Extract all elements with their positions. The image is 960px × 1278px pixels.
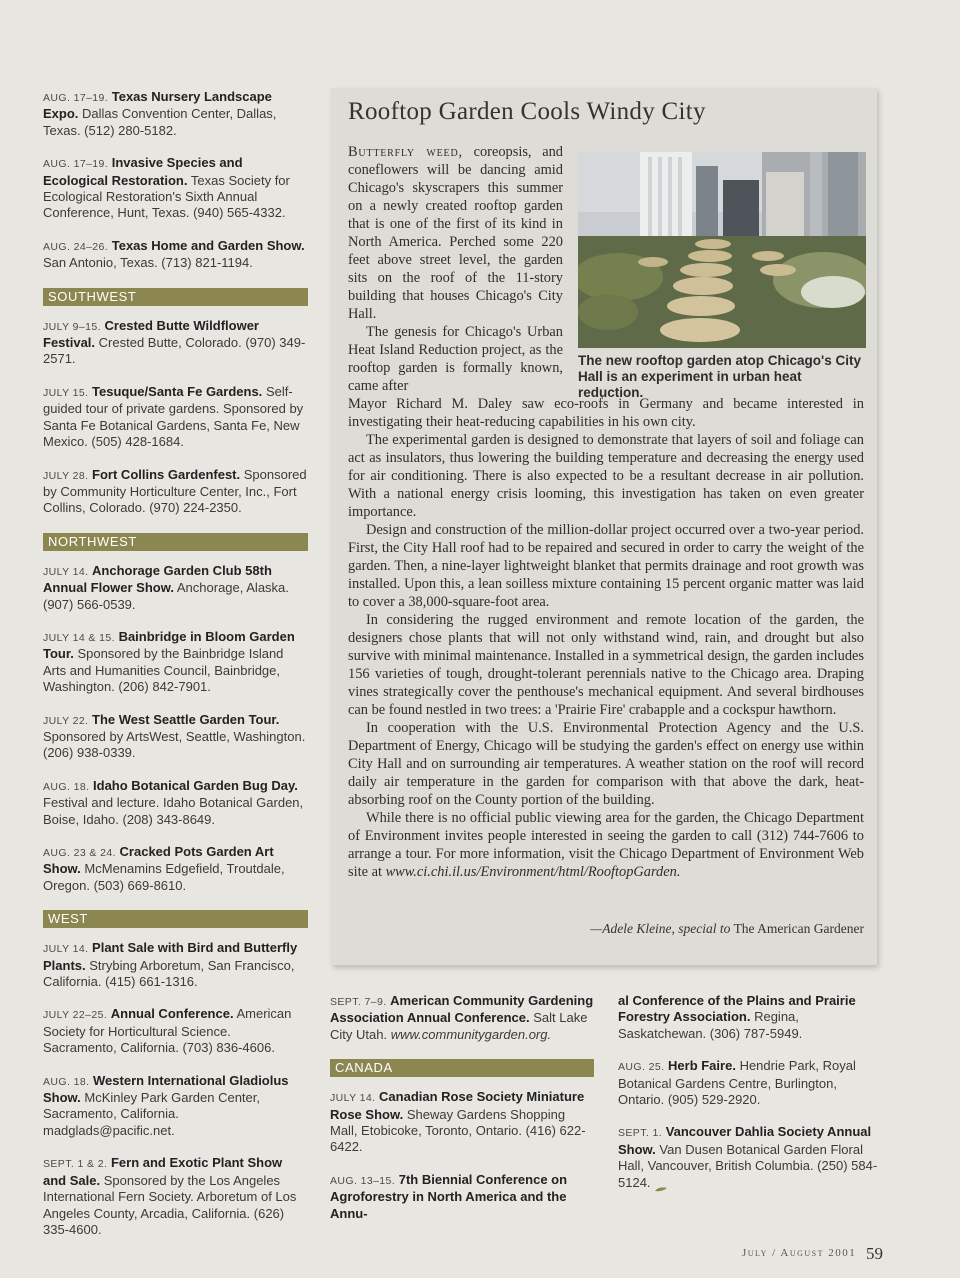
lead-in-caps: Butterfly weed, xyxy=(348,144,463,160)
event-listing: SEPT. 7–9. American Community Gardening Association Annual Conference. Salt Lake City Utah. www.communitygarden.org. xyxy=(330,993,594,1042)
event-listing: SEPT. 1 & 2. Fern and Exotic Plant Show and Sale. Sponsored by the Los Angeles International Fern Society. Arboretum of Los Angeles County, Arcadia, California. (626) 335-4600. xyxy=(43,1155,297,1237)
event-listing: AUG. 24–26. Texas Home and Garden Show. San Antonio, Texas. (713) 821-1194. xyxy=(43,237,305,271)
calendar-middle-column xyxy=(330,993,594,1238)
event-listing: JULY 14. Anchorage Garden Club 58th Annual Flower Show. Anchorage, Alaska. (907) 566-0539. xyxy=(43,562,289,612)
article-body-wrapped xyxy=(348,143,563,395)
photo-caption: The new rooftop garden atop Chicago's City Hall is an experiment in urban heat reduction. xyxy=(578,353,861,400)
event-listing: JULY 9–15. Crested Butte Wildflower Festival. Crested Butte, Colorado. (970) 349-2571. xyxy=(43,317,306,367)
page-number: 59 xyxy=(866,1244,883,1263)
event-listing: JULY 28. Fort Collins Gardenfest. Sponsored by Community Horticulture Center, Inc., Fort Collins, Colorado. (970) 224-2350. xyxy=(43,466,307,516)
event-listing: JULY 14 & 15. Bainbridge in Bloom Garden Tour. Sponsored by the Bainbridge Island Arts and Humanities Council, Bainbridge, Washington. (206) 842-7901. xyxy=(43,628,295,695)
rooftop-garden-illustration xyxy=(578,152,866,348)
website-url[interactable]: www.ci.chi.il.us/Environment/html/RooftopGarden. xyxy=(385,864,681,880)
region-heading-northwest: NORTHWEST xyxy=(43,533,308,551)
event-listing: JULY 22. The West Seattle Garden Tour. Sponsored by ArtsWest, Seattle, Washington. (206) 938-0339. xyxy=(43,711,306,761)
article-paragraph: In considering the rugged environment and remote location of the garden, the designers chose plants that will not only withstand wind, rain, and drought but also survive with minimal maintenance. Installed in a symmetrical design, the garden includes 156 varieties of tough, drought-tolerant perennials native to the Chicago area. Draping vines strategically cover the penthouse's mechanical equipment. And several birdhouses can be found nestled in two trees: a 'Prairie Fire' crabapple and a cockspur hawthorn. xyxy=(348,612,864,718)
article-paragraph: The genesis for Chicago's Urban Heat Island Reduction project, as the rooftop garden is formally known, came after xyxy=(348,324,563,394)
event-listing: JULY 14. Canadian Rose Society Miniature Rose Show. Sheway Gardens Shopping Mall, Etobicoke, Toronto, Ontario. (416) 622-6422. xyxy=(330,1089,586,1155)
issue-folio: July / August 2001 xyxy=(742,1247,857,1259)
article-paragraph: In cooperation with the U.S. Environmental Protection Agency and the U.S. Department of Energy, Chicago will be studying the garden's effect on energy use within City Hall and on surrounding air temperatures. A weather station on the roof will record daily air temperature in the garden for comparison with that above the dark, heat-absorbing roof on the County portion of the building. xyxy=(348,720,864,808)
article-paragraph: Butterfly weed, coreopsis, and coneflowers will be dancing amid Chicago's skyscrapers this summer on a newly created rooftop garden that is one of the first of its kind in North America. Perched some 220 feet above street level, the garden sits on the roof of the 11-story building that houses Chicago's City Hall. xyxy=(348,144,563,322)
event-listing: AUG. 18. Idaho Botanical Garden Bug Day. Festival and lecture. Idaho Botanical Garden, Boise, Idaho. (208) 343-8649. xyxy=(43,777,304,827)
event-listing: AUG. 17–19. Texas Nursery Landscape Expo. Dallas Convention Center, Dallas, Texas. (512) 280-5182. xyxy=(43,89,277,138)
leaf-ornament-icon xyxy=(654,1180,668,1186)
event-listing: AUG. 17–19. Invasive Species and Ecological Restoration. Texas Society for Ecological Restoration's Sixth Annual Conference, Hunt, Texas. (940) 565-4332. xyxy=(43,155,290,221)
event-listing: JULY 22–25. Annual Conference. American Society for Horticultural Science. Sacramento, California. (703) 836-4606. xyxy=(43,1006,292,1056)
event-listing: al Conference of the Plains and Prairie Forestry Association. Regina, Saskatchewan. (306) 787-5949. xyxy=(618,993,856,1041)
event-listing: SEPT. 1. Vancouver Dahlia Society Annual Show. Van Dusen Botanical Garden Floral Hall, Vancouver, British Columbia. (250) 584-5124. xyxy=(618,1124,878,1190)
event-listing: AUG. 25. Herb Faire. Hendrie Park, Royal Botanical Gardens Centre, Burlington, Ontario. (905) 529-2920. xyxy=(618,1058,856,1108)
article-byline: —Adele Kleine, special to The American Gardener xyxy=(590,921,864,936)
event-listing: AUG. 23 & 24. Cracked Pots Garden Art Show. McMenamins Edgefield, Troutdale, Oregon. (503) 669-8610. xyxy=(43,844,285,893)
calendar-right-column xyxy=(618,993,882,1207)
calendar-left-column xyxy=(43,89,308,1254)
article-title: Rooftop Garden Cools Windy City xyxy=(348,98,706,125)
region-heading-southwest: SOUTHWEST xyxy=(43,288,308,306)
article-paragraph: Mayor Richard M. Daley saw eco-roofs in Germany and became interested in investigating their heat-reducing capabilities in his own city. xyxy=(348,396,864,430)
article-paragraph: While there is no official public viewing area for the garden, the Chicago Department of Environment invites people interested in seeing the garden to call (312) 744-7606 to arrange a tour. For more information, visit the Chicago Department of Environment Web site at www.ci.chi.il.us/Environment/html/RooftopGarden. xyxy=(348,810,864,880)
rooftop-garden-photo xyxy=(578,152,866,348)
event-listing: AUG. 13–15. 7th Biennial Conference on Agroforestry in North America and the Annu- xyxy=(330,1171,568,1221)
event-listing: JULY 15. Tesuque/Santa Fe Gardens. Self-guided tour of private gardens. Sponsored by Santa Fe Botanical Gardens, Santa Fe, New Mexico. (505) 428-1684. xyxy=(43,383,304,450)
article-paragraph: The experimental garden is designed to demonstrate that layers of soil and foliage can act as insulators, thus lowering the building temperature and decreasing the energy used for air conditioning. There is also expected to be a resultant decrease in air pollution. With a national energy crisis looming, this investigation has taken on even greater importance. xyxy=(348,432,864,520)
website-url[interactable]: www.communitygarden.org. xyxy=(390,1026,552,1042)
article-paragraph: Design and construction of the million-dollar project occurred over a two-year period. First, the City Hall roof had to be repaired and secured in order to carry the weight of the garden. Then, a nine-layer lightweight blanket that permits drainage and root growth was installed. Upon this, a lean soilless mixture containing 15 percent organic matter was laid to cover a 38,000-square-foot area. xyxy=(348,522,864,610)
article-body xyxy=(348,395,864,881)
region-heading-canada: CANADA xyxy=(330,1059,594,1077)
region-heading-west: WEST xyxy=(43,910,308,928)
event-listing: AUG. 18. Western International Gladiolus Show. McKinley Park Garden Center, Sacramento, California. madglads@pacific.net. xyxy=(43,1072,289,1138)
event-listing: JULY 14. Plant Sale with Bird and Butterfly Plants. Strybing Arboretum, San Francisco, California. (415) 661-1316. xyxy=(43,940,298,990)
